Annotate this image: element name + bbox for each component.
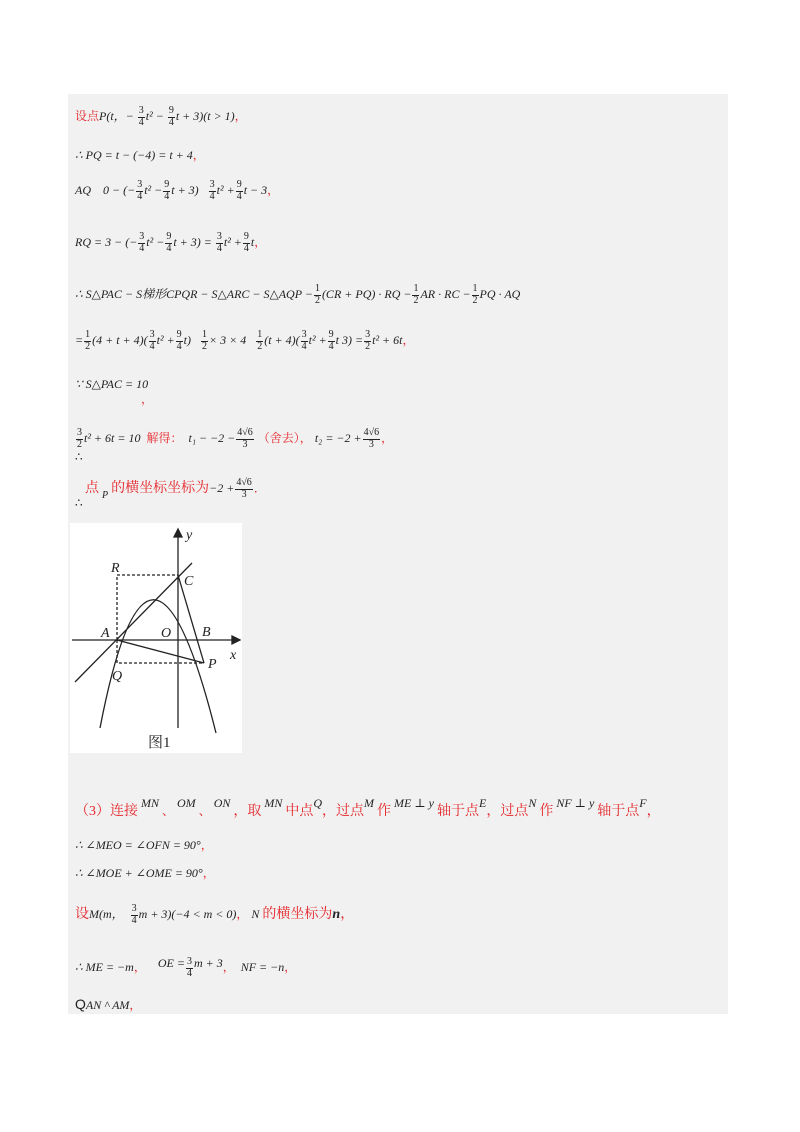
point-q-label: Q — [112, 669, 123, 684]
math: N — [251, 906, 260, 921]
point-p-label: P — [208, 657, 217, 672]
fraction: $\frac{9}{4}$ — [243, 231, 249, 254]
math: P — [102, 489, 109, 501]
math: ∴ ME = −m — [75, 960, 134, 974]
math: E — [478, 796, 487, 810]
text: 的横坐标坐标为 — [111, 480, 210, 496]
math: m + 3 — [193, 956, 223, 970]
math: t + 3) = — [173, 234, 212, 249]
x-label: x — [230, 648, 237, 663]
line-solve — [75, 428, 393, 450]
fraction: $\frac{9}{4}$ — [164, 179, 170, 202]
line-aq — [75, 180, 279, 202]
math: (4 + t + 4)( — [92, 332, 148, 347]
math: N — [528, 796, 537, 810]
fraction: $\frac{1}{2}$ — [202, 329, 208, 352]
math: ∴ PQ = t − (−4) = t + 4 — [75, 148, 193, 162]
punct: ， — [254, 234, 267, 249]
math: ∴ S△PAC − S梯形CPQR − S△ARC − S△AQP − — [75, 286, 313, 301]
punct: ， — [381, 430, 394, 445]
math: t² − — [145, 108, 164, 123]
y-label: y — [186, 528, 193, 543]
math: ∵ S△PAC = 10 — [75, 377, 149, 391]
math: t² − — [146, 234, 165, 249]
point-b-label: B — [202, 625, 211, 640]
punct: ， — [141, 392, 154, 406]
punct: ， — [202, 866, 215, 880]
text: 作 — [377, 804, 392, 819]
math: t 3) = — [335, 332, 364, 347]
math: × 3 × 4 — [209, 332, 247, 347]
therefore-symbol: ∴ — [75, 450, 83, 464]
math: ON — [213, 796, 231, 810]
math: Q — [313, 796, 323, 810]
math: t + 3)(t > 1) — [175, 108, 235, 123]
math: −2 + — [209, 480, 235, 495]
text: （舍去）， — [257, 430, 312, 445]
math: t² + 6t — [372, 332, 403, 347]
fraction: $\frac{1}{2}$ — [413, 283, 419, 306]
fraction: $\frac{9}{4}$ — [168, 105, 174, 128]
fraction: $\frac{1}{2}$ — [472, 283, 478, 306]
math: 0 − (− — [103, 182, 136, 197]
text: 中点 — [285, 804, 314, 819]
math: MN — [264, 796, 283, 810]
punct: ， — [192, 148, 205, 162]
fraction: $\frac{3}{4}$ — [131, 903, 137, 926]
math: n — [332, 906, 341, 922]
text: 设 — [75, 906, 89, 922]
line-set-m — [75, 904, 354, 926]
fraction: $\frac{4√6}{3}$ — [363, 427, 380, 450]
math: t² + — [223, 234, 242, 249]
point-r-label: R — [111, 561, 120, 576]
punct: ， — [284, 960, 297, 974]
math: t² + — [216, 182, 235, 197]
line-conclusion — [75, 478, 266, 502]
line-part-3 — [75, 796, 661, 821]
math: AN ^ AM — [85, 998, 130, 1012]
fraction: $\frac{3}{4}$ — [209, 179, 215, 202]
punct: ， — [402, 332, 415, 347]
math: t² + — [308, 332, 327, 347]
fraction: $\frac{4√6}{3}$ — [236, 477, 252, 500]
punct: ， — [340, 906, 355, 922]
math: ME ⊥ y — [394, 796, 434, 810]
text: 、 — [198, 804, 211, 818]
figure-caption: 图1 — [148, 735, 171, 751]
punct: ， — [222, 960, 235, 974]
math: t — [250, 234, 255, 249]
math: (t + 4)( — [264, 332, 300, 347]
text: 设点 — [75, 108, 100, 123]
graph-diagram — [70, 523, 242, 753]
text: Q — [75, 996, 86, 1012]
line-ac — [75, 563, 192, 682]
fraction: $\frac{9}{4}$ — [176, 329, 182, 352]
line-area-formula — [75, 284, 520, 306]
math: (CR + PQ) · RQ − — [321, 286, 412, 301]
x-axis-arrow — [232, 636, 240, 644]
math: = — [75, 332, 84, 347]
math: MN — [141, 796, 159, 810]
text: 点 — [85, 480, 99, 496]
text: 作 — [539, 804, 554, 819]
fraction: $\frac{9}{4}$ — [166, 231, 172, 254]
math: t² + — [156, 332, 175, 347]
punct: ， — [129, 998, 142, 1012]
fraction: $\frac{3}{2}$ — [77, 427, 82, 450]
text: （3）连接 — [75, 804, 138, 819]
fraction: $\frac{4√6}{3}$ — [237, 427, 253, 450]
text: 、 — [162, 804, 175, 818]
math: t² − — [144, 182, 163, 197]
punct: ， — [234, 108, 247, 123]
math: ∴ ∠MEO = ∠OFN = 90° — [75, 838, 201, 852]
fraction: $\frac{3}{4}$ — [216, 231, 222, 254]
fraction: $\frac{3}{4}$ — [186, 956, 192, 979]
punct: ， — [267, 182, 280, 197]
text: ，过点 — [486, 804, 529, 819]
point-o-label: O — [161, 626, 172, 641]
figure-1 — [70, 523, 242, 753]
fraction: $\frac{9}{4}$ — [236, 179, 242, 202]
fraction: $\frac{9}{4}$ — [328, 329, 334, 352]
fraction: $\frac{3}{4}$ — [137, 179, 143, 202]
math: t + 3) — [171, 182, 199, 197]
text: ，过点 — [322, 804, 365, 819]
line-pq — [75, 148, 205, 162]
text: 解得： — [146, 430, 183, 445]
line-set-point-p — [75, 106, 247, 128]
math: F — [639, 796, 647, 810]
math: t² + 6t = 10 — [84, 430, 141, 445]
math: m + 3)(−4 < m < 0) — [138, 906, 237, 921]
line-angles-sum — [75, 866, 215, 880]
line-area-expand — [75, 330, 415, 352]
math: M — [364, 796, 375, 810]
math: ∴ ∠MOE + ∠OME = 90° — [75, 866, 203, 880]
fraction: $\frac{1}{2}$ — [314, 283, 320, 306]
punct: ． — [253, 480, 266, 495]
fraction: $\frac{3}{4}$ — [301, 329, 307, 352]
y-axis-arrow — [174, 529, 182, 537]
math: P(t，− — [99, 108, 134, 123]
text: 的横坐标为 — [262, 906, 333, 922]
fraction: $\frac{3}{2}$ — [365, 329, 371, 352]
math: M(m， — [89, 906, 124, 921]
text: ，取 — [233, 804, 262, 819]
fraction: $\frac{1}{2}$ — [85, 329, 91, 352]
math: t₂ = −2 + — [314, 430, 362, 445]
line-given-area — [75, 377, 148, 391]
math: NF = −n — [240, 960, 285, 974]
line-me-oe-nf — [75, 956, 296, 979]
punct: ， — [646, 804, 661, 819]
fraction: $\frac{3}{4}$ — [138, 105, 144, 128]
punct: ， — [133, 960, 146, 974]
therefore-symbol: ∴ — [75, 496, 83, 510]
fraction: $\frac{1}{2}$ — [257, 329, 263, 352]
math: t − 3 — [243, 182, 268, 197]
math: NF ⊥ y — [556, 796, 595, 810]
punct: ， — [200, 838, 213, 852]
fraction: $\frac{3}{4}$ — [149, 329, 155, 352]
math: t₁ − −2 − — [188, 430, 236, 445]
punct: ， — [236, 906, 249, 921]
fraction: $\frac{3}{4}$ — [139, 231, 145, 254]
text: 轴于点 — [597, 804, 640, 819]
math: PQ · AQ — [479, 286, 521, 301]
math: AR · RC − — [420, 286, 471, 301]
math: OM — [177, 796, 196, 810]
line-perpendicular — [75, 996, 141, 1013]
line-angles-90 — [75, 838, 213, 852]
math: t) — [183, 332, 192, 347]
math: RQ = 3 − (− — [75, 234, 138, 249]
line-rq — [75, 232, 266, 254]
point-a-label: A — [101, 626, 110, 641]
point-c-label: C — [184, 574, 194, 589]
math: AQ — [75, 182, 91, 197]
math: OE = — [157, 956, 185, 970]
text: 轴于点 — [436, 804, 479, 819]
